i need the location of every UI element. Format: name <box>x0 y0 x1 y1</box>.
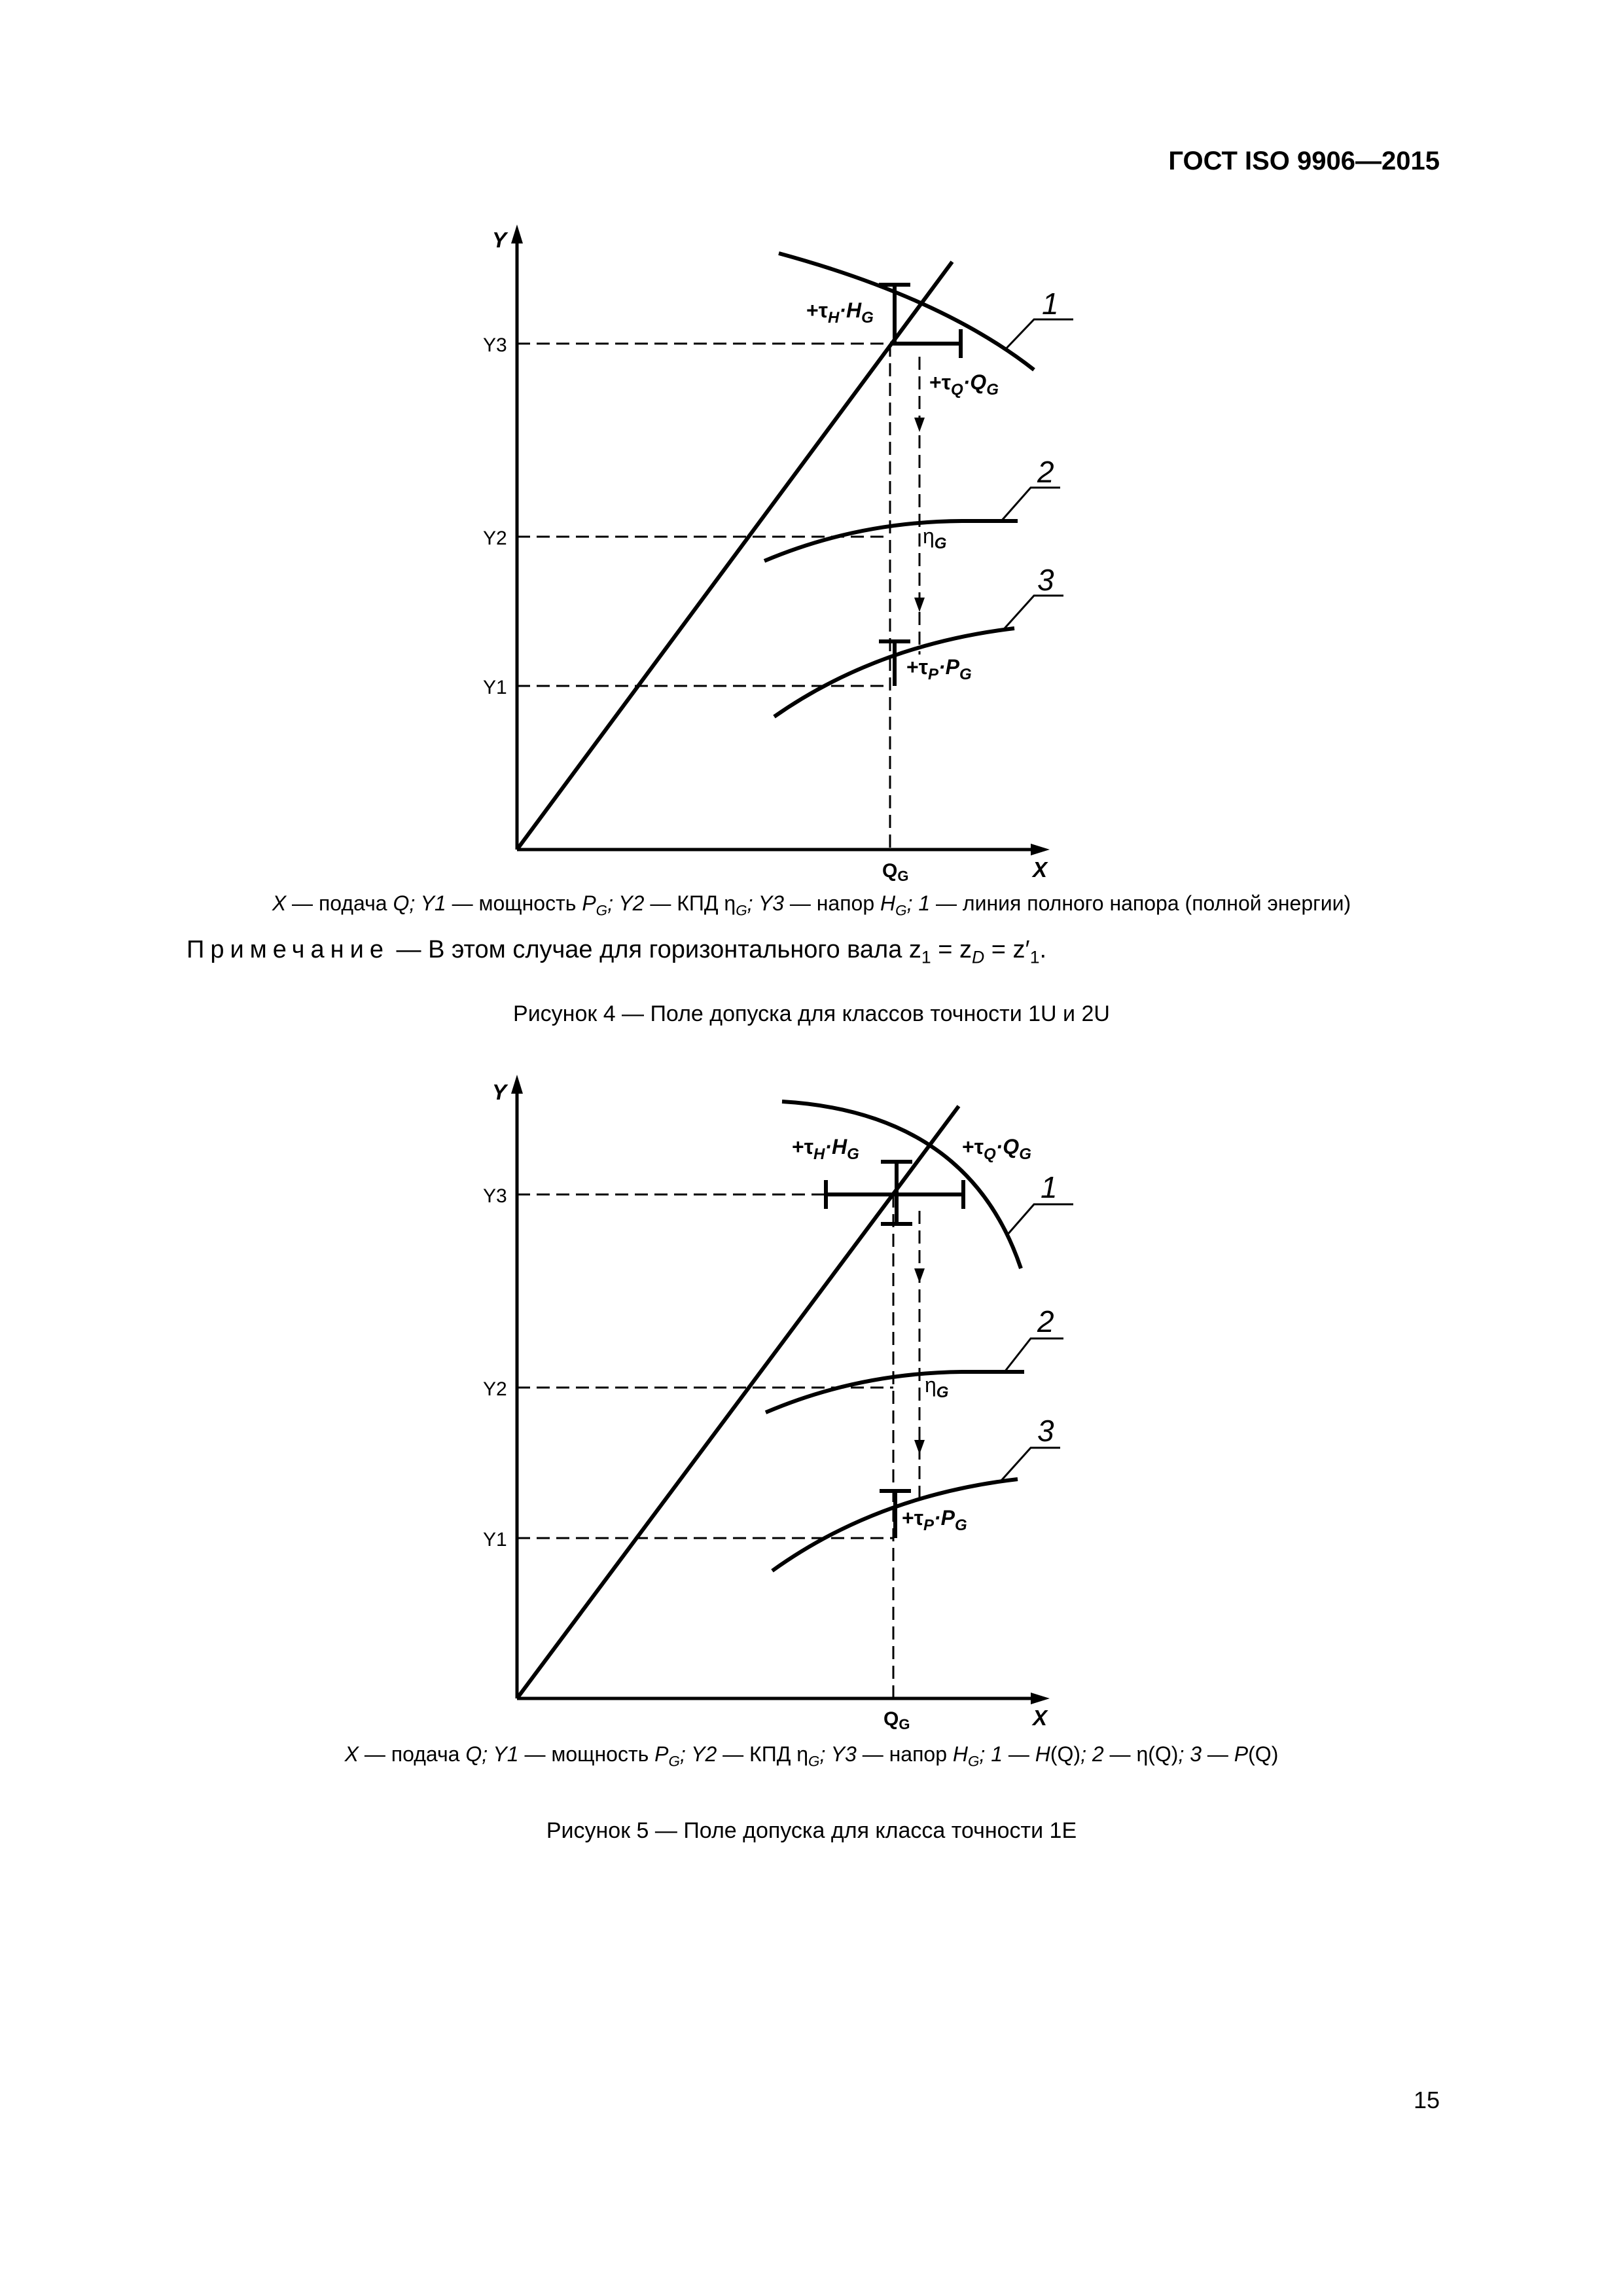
figure-4-note: Примечание — В этом случае для горизонтального вала $z_1 = z_D = z'_1$. <box>187 936 1047 967</box>
leader-2 <box>1001 488 1060 521</box>
curve-2 <box>766 1372 1024 1412</box>
figure-5-legend: X — подача Q; Y1 — мощность $P_G$; Y2 — КПД $\eta_G$; Y3 — напор $H_G$; 1 — H(Q); 2 — η(Q); 3 — P(Q) <box>344 1742 1279 1770</box>
drop-arrow-2 <box>914 598 925 612</box>
curve-label-3: 3 <box>1037 1414 1054 1448</box>
diagonal-line <box>517 262 952 850</box>
tick-qg: $Q_G$ <box>882 860 909 884</box>
taup-label: $+\tau_P\cdot P_G$ <box>902 1506 967 1534</box>
drop-arrow-2 <box>914 1440 925 1454</box>
curve-label-1: 1 <box>1041 1170 1058 1204</box>
figure-5-caption: Рисунок 5 — Поле допуска для класса точности 1E <box>546 1818 1077 1843</box>
y-axis-arrow <box>511 1075 523 1094</box>
tick-y2: Y2 <box>483 1378 507 1400</box>
y-axis-arrow <box>511 224 523 243</box>
x-axis-label: X <box>1033 857 1048 882</box>
tick-y1: Y1 <box>483 1529 507 1551</box>
figure-4-legend: X — подача Q; Y1 — мощность $P_G$; Y2 — КПД $\eta_G$; Y3 — напор $H_G$; 1 — линия полного напора (полной энергии) <box>272 891 1351 919</box>
tick-y2: Y2 <box>483 528 507 549</box>
page-number: 15 <box>1413 2087 1440 2113</box>
curve-label-2: 2 <box>1037 455 1054 489</box>
drop-arrow-1 <box>914 1268 925 1283</box>
leader-1 <box>1005 319 1073 350</box>
document-header: ГОСТ ISO 9906—2015 <box>1168 147 1440 175</box>
tauh-label: $+\tau_H\cdot H_G$ <box>806 298 874 327</box>
leader-1 <box>1007 1204 1073 1236</box>
x-axis-arrow <box>1031 844 1050 855</box>
eta-label: $\eta_G$ <box>925 1373 949 1401</box>
curve-label-2: 2 <box>1037 1304 1054 1338</box>
tauh-label: $+\tau_H\cdot H_G$ <box>792 1135 859 1163</box>
leader-3 <box>1001 1448 1060 1480</box>
taup-label: $+\tau_P\cdot P_G$ <box>906 655 972 683</box>
leader-2 <box>1005 1338 1063 1372</box>
x-axis-arrow <box>1031 1693 1050 1704</box>
y-axis-label: Y <box>492 228 507 252</box>
tick-y3: Y3 <box>483 334 507 356</box>
curve-label-3: 3 <box>1037 563 1054 597</box>
tauq-label: $+\tau_Q\cdot Q_G$ <box>962 1135 1031 1163</box>
tick-y1: Y1 <box>483 677 507 698</box>
tick-y3: Y3 <box>483 1185 507 1207</box>
figure-4-caption: Рисунок 4 — Поле допуска для классов точности 1U и 2U <box>513 1001 1110 1026</box>
drop-arrow-1 <box>914 418 925 432</box>
leader-3 <box>1005 596 1063 628</box>
tauq-label: $+\tau_Q\cdot Q_G$ <box>929 370 999 399</box>
y-axis-label: Y <box>492 1080 507 1104</box>
eta-label: $\eta_G$ <box>923 524 947 552</box>
figure-4-diagram <box>0 216 1623 890</box>
figure-5-diagram <box>0 1060 1623 1741</box>
x-axis-label: X <box>1033 1706 1048 1730</box>
curve-label-1: 1 <box>1042 287 1059 321</box>
tick-qg: $Q_G$ <box>883 1708 910 1732</box>
